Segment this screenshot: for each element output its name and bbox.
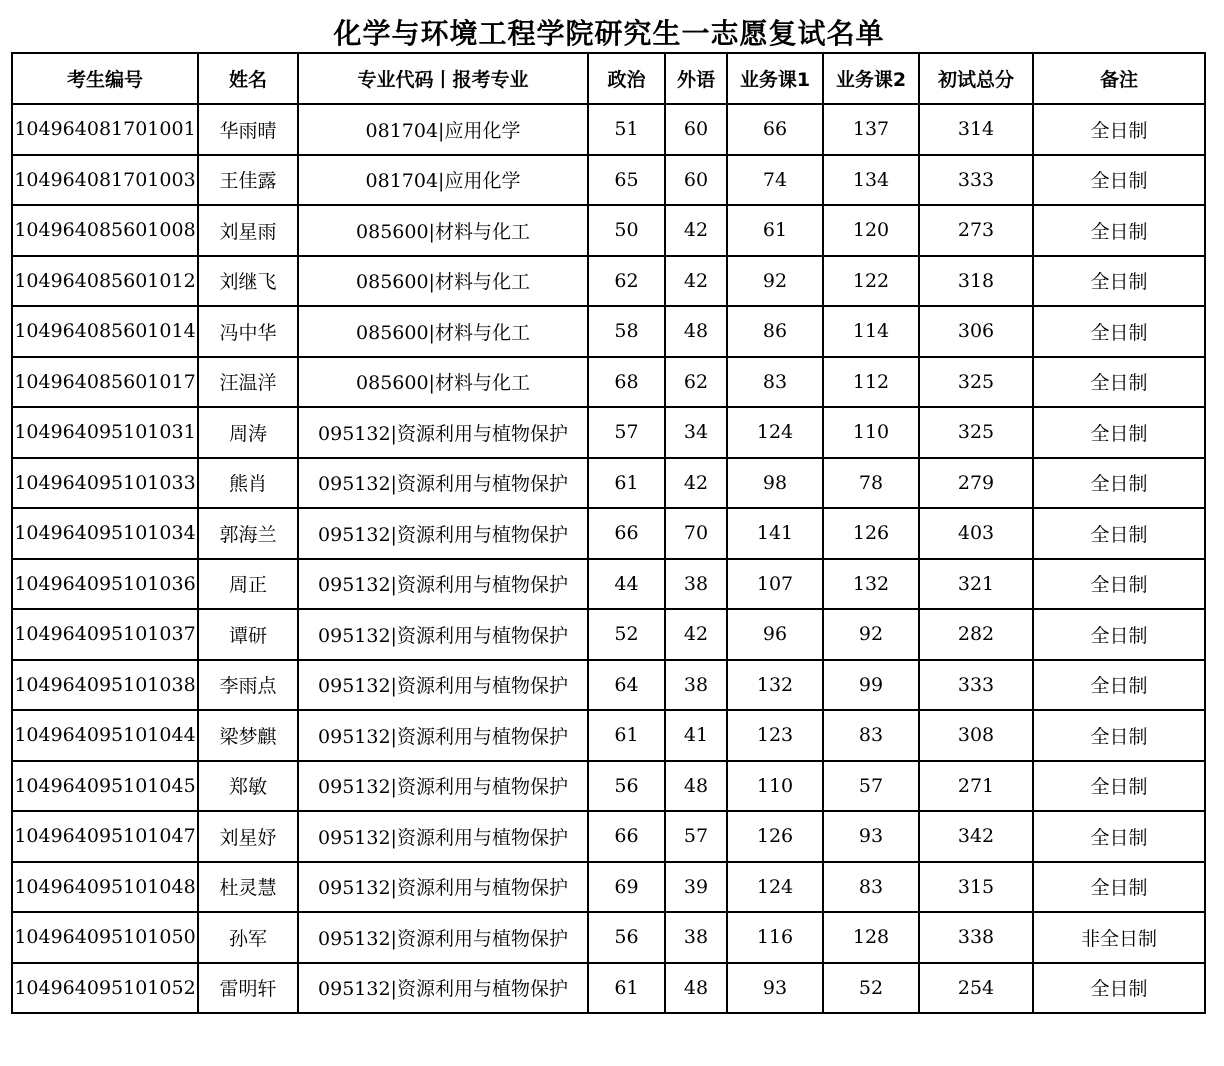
major-cell: 085600|材料与化工 [298,357,588,408]
foreign-language-score-cell: 42 [665,205,727,256]
table-row [12,407,1205,458]
name-cell: 杜灵慧 [198,862,298,913]
table-row [12,761,1205,812]
candidate-id-cell: 104964095101050 [12,912,198,963]
name-cell: 郭海兰 [198,508,298,559]
course-2-score-cell: 126 [823,508,919,559]
major-cell: 085600|材料与化工 [298,306,588,357]
table-row [12,458,1205,509]
remarks-cell: 全日制 [1033,306,1205,357]
remarks-cell: 全日制 [1033,710,1205,761]
foreign-language-score-cell: 34 [665,407,727,458]
course-2-score-cell: 112 [823,357,919,408]
course-2-score-cell: 128 [823,912,919,963]
major-cell: 081704|应用化学 [298,155,588,206]
politics-score-cell: 66 [588,811,665,862]
table-row [12,357,1205,408]
politics-score-cell: 62 [588,256,665,307]
politics-score-cell: 56 [588,912,665,963]
course-2-score-cell: 78 [823,458,919,509]
politics-score-cell: 66 [588,508,665,559]
total-score-cell: 321 [919,559,1033,610]
header-remarks: 备注 [1033,53,1205,104]
course-1-score-cell: 107 [727,559,823,610]
foreign-language-score-cell: 48 [665,963,727,1014]
remarks-cell: 全日制 [1033,458,1205,509]
candidate-id-cell: 104964085601008 [12,205,198,256]
politics-score-cell: 65 [588,155,665,206]
course-1-score-cell: 83 [727,357,823,408]
remarks-cell: 全日制 [1033,609,1205,660]
table-row [12,862,1205,913]
politics-score-cell: 52 [588,609,665,660]
major-cell: 095132|资源利用与植物保护 [298,559,588,610]
course-2-score-cell: 120 [823,205,919,256]
politics-score-cell: 44 [588,559,665,610]
total-score-cell: 338 [919,912,1033,963]
course-1-score-cell: 66 [727,104,823,155]
candidate-id-cell: 104964095101033 [12,458,198,509]
remarks-cell: 全日制 [1033,205,1205,256]
name-cell: 孙军 [198,912,298,963]
remarks-cell: 全日制 [1033,559,1205,610]
course-2-score-cell: 57 [823,761,919,812]
politics-score-cell: 50 [588,205,665,256]
header-major: 专业代码丨报考专业 [298,53,588,104]
table-row [12,306,1205,357]
header-foreign-language: 外语 [665,53,727,104]
course-2-score-cell: 132 [823,559,919,610]
politics-score-cell: 68 [588,357,665,408]
total-score-cell: 254 [919,963,1033,1014]
candidate-id-cell: 104964095101048 [12,862,198,913]
foreign-language-score-cell: 62 [665,357,727,408]
foreign-language-score-cell: 57 [665,811,727,862]
course-2-score-cell: 134 [823,155,919,206]
politics-score-cell: 58 [588,306,665,357]
remarks-cell: 全日制 [1033,761,1205,812]
name-cell: 冯中华 [198,306,298,357]
name-cell: 汪温洋 [198,357,298,408]
remarks-cell: 全日制 [1033,660,1205,711]
table-header-row [12,53,1205,104]
candidate-id-cell: 104964095101052 [12,963,198,1014]
major-cell: 095132|资源利用与植物保护 [298,710,588,761]
course-1-score-cell: 141 [727,508,823,559]
course-2-score-cell: 83 [823,710,919,761]
total-score-cell: 333 [919,660,1033,711]
total-score-cell: 325 [919,357,1033,408]
foreign-language-score-cell: 38 [665,912,727,963]
candidate-table [11,52,1206,1014]
table-row [12,912,1205,963]
foreign-language-score-cell: 42 [665,458,727,509]
name-cell: 梁梦麒 [198,710,298,761]
remarks-cell: 全日制 [1033,104,1205,155]
remarks-cell: 非全日制 [1033,912,1205,963]
total-score-cell: 342 [919,811,1033,862]
total-score-cell: 403 [919,508,1033,559]
foreign-language-score-cell: 41 [665,710,727,761]
politics-score-cell: 61 [588,963,665,1014]
candidate-id-cell: 104964095101036 [12,559,198,610]
table-row [12,963,1205,1014]
remarks-cell: 全日制 [1033,862,1205,913]
major-cell: 085600|材料与化工 [298,205,588,256]
total-score-cell: 273 [919,205,1033,256]
course-2-score-cell: 122 [823,256,919,307]
document-title: 化学与环境工程学院研究生一志愿复试名单 [333,17,885,50]
politics-score-cell: 57 [588,407,665,458]
foreign-language-score-cell: 48 [665,761,727,812]
name-cell: 周涛 [198,407,298,458]
major-cell: 095132|资源利用与植物保护 [298,508,588,559]
course-2-score-cell: 92 [823,609,919,660]
course-2-score-cell: 99 [823,660,919,711]
course-1-score-cell: 110 [727,761,823,812]
table-row [12,609,1205,660]
course-1-score-cell: 96 [727,609,823,660]
politics-score-cell: 51 [588,104,665,155]
foreign-language-score-cell: 42 [665,256,727,307]
total-score-cell: 308 [919,710,1033,761]
remarks-cell: 全日制 [1033,155,1205,206]
major-cell: 095132|资源利用与植物保护 [298,407,588,458]
table-row [12,660,1205,711]
major-cell: 095132|资源利用与植物保护 [298,660,588,711]
table-row [12,205,1205,256]
remarks-cell: 全日制 [1033,407,1205,458]
foreign-language-score-cell: 60 [665,155,727,206]
remarks-cell: 全日制 [1033,811,1205,862]
header-candidate-id: 考生编号 [12,53,198,104]
candidate-id-cell: 104964085601017 [12,357,198,408]
course-1-score-cell: 124 [727,862,823,913]
foreign-language-score-cell: 39 [665,862,727,913]
foreign-language-score-cell: 70 [665,508,727,559]
course-2-score-cell: 137 [823,104,919,155]
total-score-cell: 314 [919,104,1033,155]
politics-score-cell: 61 [588,458,665,509]
table-row [12,508,1205,559]
course-1-score-cell: 61 [727,205,823,256]
course-2-score-cell: 83 [823,862,919,913]
course-1-score-cell: 126 [727,811,823,862]
candidate-id-cell: 104964095101045 [12,761,198,812]
course-1-score-cell: 86 [727,306,823,357]
table-row [12,256,1205,307]
course-2-score-cell: 93 [823,811,919,862]
course-1-score-cell: 93 [727,963,823,1014]
foreign-language-score-cell: 38 [665,559,727,610]
total-score-cell: 333 [919,155,1033,206]
name-cell: 郑敏 [198,761,298,812]
name-cell: 雷明轩 [198,963,298,1014]
name-cell: 李雨点 [198,660,298,711]
candidate-id-cell: 104964095101038 [12,660,198,711]
header-name: 姓名 [198,53,298,104]
remarks-cell: 全日制 [1033,256,1205,307]
foreign-language-score-cell: 48 [665,306,727,357]
major-cell: 095132|资源利用与植物保护 [298,811,588,862]
name-cell: 刘星雨 [198,205,298,256]
politics-score-cell: 61 [588,710,665,761]
course-2-score-cell: 110 [823,407,919,458]
politics-score-cell: 69 [588,862,665,913]
course-1-score-cell: 116 [727,912,823,963]
candidate-id-cell: 104964095101031 [12,407,198,458]
candidate-id-cell: 104964095101034 [12,508,198,559]
name-cell: 王佳露 [198,155,298,206]
total-score-cell: 282 [919,609,1033,660]
politics-score-cell: 56 [588,761,665,812]
table-body [12,104,1205,1013]
header-total-score: 初试总分 [919,53,1033,104]
table-row [12,710,1205,761]
header-politics: 政治 [588,53,665,104]
table-row [12,559,1205,610]
course-2-score-cell: 52 [823,963,919,1014]
major-cell: 095132|资源利用与植物保护 [298,458,588,509]
name-cell: 刘继飞 [198,256,298,307]
total-score-cell: 279 [919,458,1033,509]
remarks-cell: 全日制 [1033,508,1205,559]
remarks-cell: 全日制 [1033,357,1205,408]
candidate-id-cell: 104964081701003 [12,155,198,206]
major-cell: 095132|资源利用与植物保护 [298,862,588,913]
foreign-language-score-cell: 38 [665,660,727,711]
total-score-cell: 325 [919,407,1033,458]
course-1-score-cell: 98 [727,458,823,509]
candidate-id-cell: 104964085601012 [12,256,198,307]
table-row [12,104,1205,155]
candidate-id-cell: 104964095101047 [12,811,198,862]
name-cell: 华雨晴 [198,104,298,155]
course-1-score-cell: 74 [727,155,823,206]
course-1-score-cell: 92 [727,256,823,307]
candidate-id-cell: 104964085601014 [12,306,198,357]
total-score-cell: 315 [919,862,1033,913]
name-cell: 谭研 [198,609,298,660]
total-score-cell: 318 [919,256,1033,307]
name-cell: 刘星妤 [198,811,298,862]
name-cell: 周正 [198,559,298,610]
major-cell: 095132|资源利用与植物保护 [298,761,588,812]
foreign-language-score-cell: 42 [665,609,727,660]
course-1-score-cell: 124 [727,407,823,458]
course-2-score-cell: 114 [823,306,919,357]
name-cell: 熊肖 [198,458,298,509]
total-score-cell: 306 [919,306,1033,357]
header-course-1: 业务课1 [727,53,823,104]
candidate-id-cell: 104964095101037 [12,609,198,660]
major-cell: 095132|资源利用与植物保护 [298,963,588,1014]
candidate-id-cell: 104964081701001 [12,104,198,155]
politics-score-cell: 64 [588,660,665,711]
course-1-score-cell: 123 [727,710,823,761]
total-score-cell: 271 [919,761,1033,812]
major-cell: 095132|资源利用与植物保护 [298,912,588,963]
remarks-cell: 全日制 [1033,963,1205,1014]
candidate-id-cell: 104964095101044 [12,710,198,761]
header-course-2: 业务课2 [823,53,919,104]
table-row [12,811,1205,862]
major-cell: 095132|资源利用与植物保护 [298,609,588,660]
major-cell: 081704|应用化学 [298,104,588,155]
foreign-language-score-cell: 60 [665,104,727,155]
table-row [12,155,1205,206]
course-1-score-cell: 132 [727,660,823,711]
major-cell: 085600|材料与化工 [298,256,588,307]
